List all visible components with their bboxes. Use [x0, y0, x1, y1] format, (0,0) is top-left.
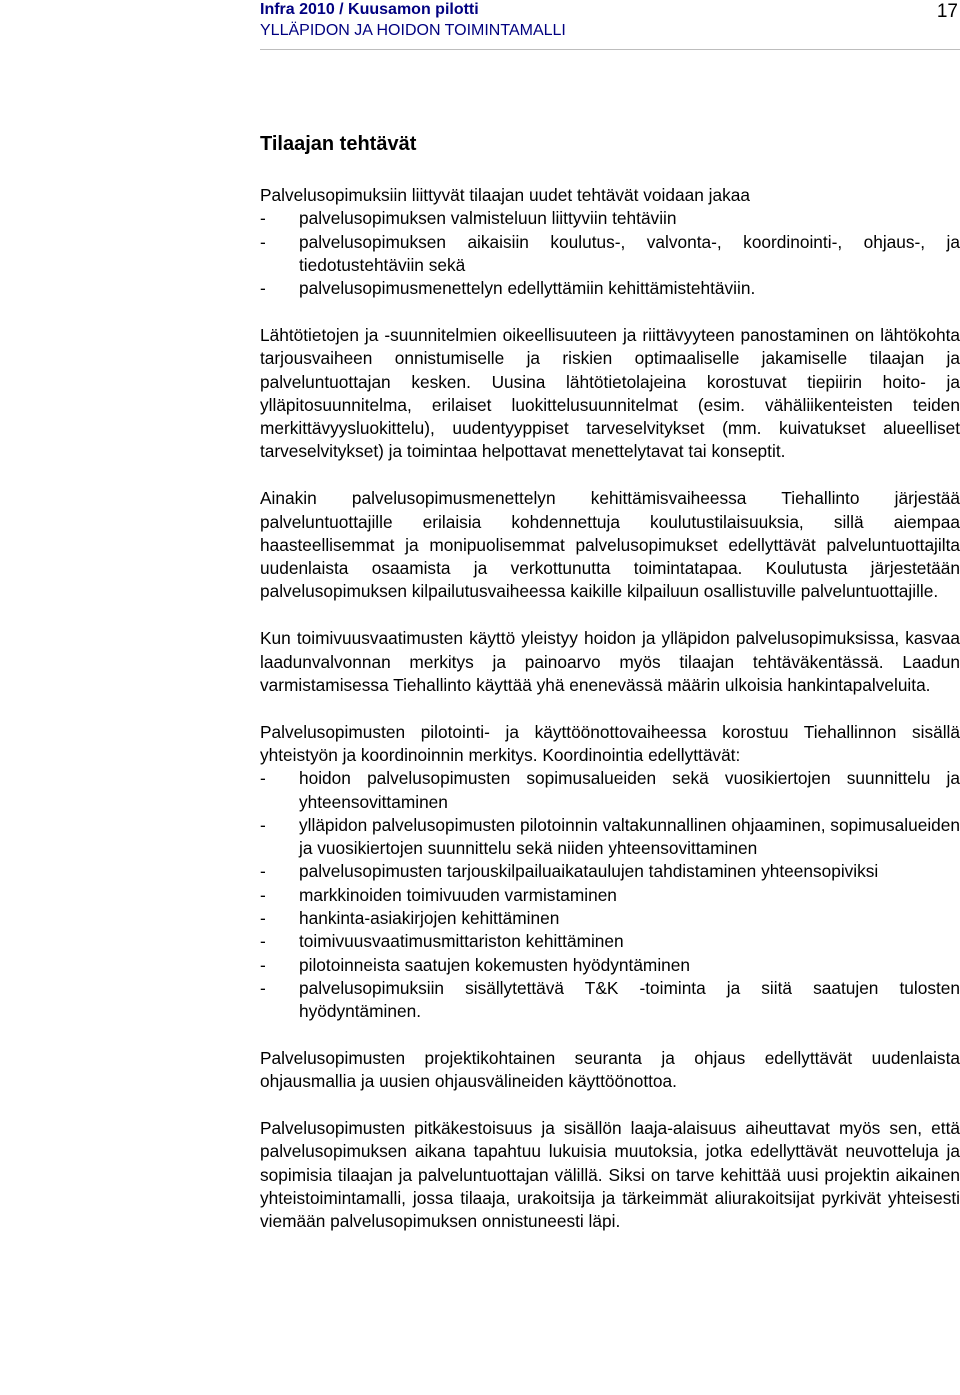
list-item: - palvelusopimuksen aikaisiin koulutus-, valvonta-, koordinointi-, ohjaus-, ja tiedotustehtäviin sekä: [260, 231, 960, 275]
page-number: 17: [936, 1, 958, 22]
paragraph: Kun toimivuusvaatimusten käyttö yleistyy hoidon ja ylläpidon palvelusopimuksissa, kasvaa laadunvalvonnan merkitys ja painoarvo myös tilaajan tehtäväkentässä. Laadun varmistamisessa Tiehallinto käyttää yhä enenevässä määrin ulkoisia hankintapalveluita.: [260, 628, 960, 695]
intro-lead: Palvelusopimuksiin liittyvät tilaajan uudet tehtävät voidaan jakaa: [260, 185, 750, 205]
page-header: [260, 0, 960, 50]
paragraph: Palvelusopimusten projektikohtainen seuranta ja ohjaus edellyttävät uudenlaista ohjausmallia ja uusien ohjausvälineiden käyttöönottoa.: [260, 1048, 960, 1092]
list-item: - markkinoiden toimivuuden varmistaminen: [260, 884, 617, 905]
header-subtitle: YLLÄPIDON JA HOIDON TOIMINTAMALLI: [260, 22, 566, 39]
page-body: [260, 130, 960, 1234]
paragraph: Ainakin palvelusopimusmenettelyn kehittämisvaiheessa Tiehallinto järjestää palveluntuottajille erilaisia kohdennettuja koulutustilaisuuksia, sillä aiempaa haasteellisemmat ja monipuolisemmat palvelusopimukset edellyttävät palveluntuottajilta uudenlaista osaamista ja verkottunutta toimintatapaa. Koulutusta järjestetään palvelusopimuksen kilpailutusvaiheessa kaikille kilpailuun osallistuville palveluntuottajille.: [260, 488, 960, 602]
list-item: - toimivuusvaatimusmittariston kehittäminen: [260, 931, 624, 952]
header-divider: [260, 49, 960, 50]
paragraph: Palvelusopimusten pitkäkestoisuus ja sisällön laaja-alaisuus aiheuttavat myös sen, että palvelusopimuksen aikana tapahtuu lukuisia muutoksia, jotka edellyttävät neuvotteluja ja sopimisia tilaajan ja palveluntuottajan välillä. Siksi on tarve kehittää uusi projektin aikainen yhteistoimintamalli, jossa tilaaja, urakoitsija ja tärkeimmät aliurakoitsijat pyrkivät yhteisesti viemään palvelusopimuksen onnistuneesti läpi.: [260, 1118, 960, 1232]
list-item: - pilotoinneista saatujen kokemusten hyödyntäminen: [260, 954, 690, 975]
header-title: Infra 2010 / Kuusamon pilotti: [260, 1, 479, 18]
list-item: - palvelusopimuksen valmisteluun liittyviin tehtäviin: [260, 208, 677, 229]
list-item: - palvelusopimusten tarjouskilpailuaikataulujen tahdistaminen yhteensopiviksi: [260, 861, 879, 882]
paragraph: Palvelusopimusten pilotointi- ja käyttöönottovaiheessa korostuu Tiehallinnon sisällä yhteistyön ja koordinoinnin merkitys. Koordinointia edellyttävät:: [260, 721, 960, 765]
list-item: - hoidon palvelusopimusten sopimusalueiden sekä vuosikiertojen suunnittelu ja yhteensovittaminen: [260, 768, 960, 812]
list-item: - palvelusopimuksiin sisällytettävä T&K -toiminta ja siitä saatujen tulosten hyödyntäminen.: [260, 977, 960, 1022]
list-item: - hankinta-asiakirjojen kehittäminen: [260, 908, 560, 929]
paragraph: Lähtötietojen ja -suunnitelmien oikeellisuuteen ja riittävyyteen panostaminen on lähtökohta tarjousvaiheen onnistumiselle ja riskien optimaaliselle jakamiselle tilaajan ja palveluntuottajan kesken. Uusina lähtötietolajeina korostuvat tiepiirin hoito- ja ylläpitosuunnitelma, erilaiset luokittelusuunnitelmat (esim. vähäliikenteisten teiden merkittävyysluokittelu), uudentyyppiset tarveselvitykset (mm. kuivatukset alueelliset tarveselvitykset) ja toimintaa helpottavat menettelytavat tai konseptit.: [260, 324, 960, 462]
section-heading: Tilaajan tehtävät: [260, 133, 417, 155]
list-item: - ylläpidon palvelusopimusten pilotoinnin valtakunnallinen ohjaaminen, sopimusalueiden ja vuosikiertojen suunnittelu sekä niiden yhteensovittaminen: [260, 814, 960, 859]
list-item: - palvelusopimusmenettelyn edellyttämiin kehittämistehtäviin.: [260, 278, 756, 299]
